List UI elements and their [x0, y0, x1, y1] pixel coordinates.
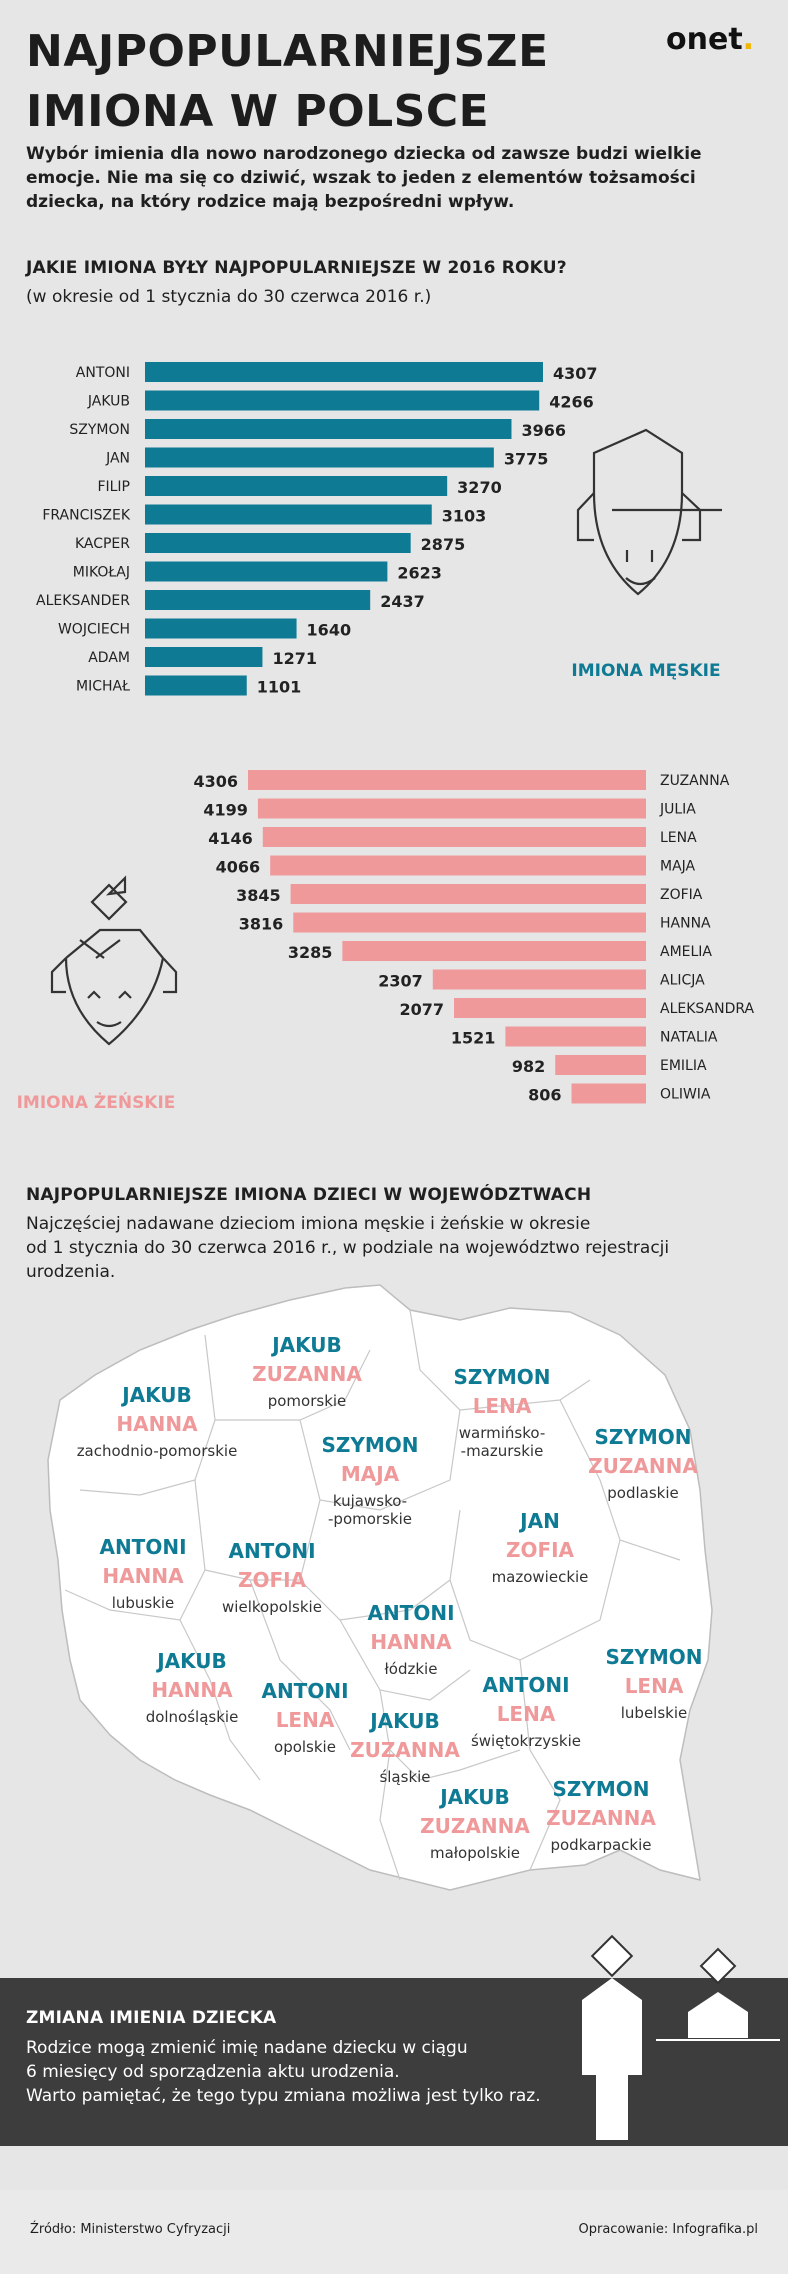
male-category-label: WOJCIECH [57, 621, 130, 638]
male-category-label: ANTONI [75, 365, 130, 381]
male-names-chart [0, 350, 788, 700]
female-value-label: 2307 [378, 971, 423, 991]
section2-desc-line1: Najczęściej nadawane dzieciom imiona męskie i żeńskie w okresie [26, 1214, 591, 1234]
female-names-chart [0, 762, 788, 1122]
title-line-2: IMIONA W POLSCE [26, 86, 490, 137]
female-category-label: ALICJA [660, 972, 705, 989]
male-value-label: 1271 [272, 649, 317, 668]
region-name: świętokrzyskie [470, 1732, 582, 1750]
male-value-label: 2623 [397, 563, 442, 583]
male-value-label: 1640 [306, 620, 352, 640]
male-bar [145, 647, 262, 667]
footer [0, 2190, 788, 2274]
female-category-label: OLIWIA [660, 1086, 711, 1103]
female-value-label: 4306 [193, 772, 238, 791]
male-category-label: ALEKSANDER [36, 593, 130, 609]
parent-child-icon [560, 1930, 788, 2150]
region-male-name: JAKUB [122, 1383, 192, 1407]
region-female-name: ZUZANNA [588, 1454, 698, 1478]
female-category-label: LENA [660, 830, 697, 846]
region-female-name: LENA [624, 1674, 684, 1698]
region-female-name: ZUZANNA [420, 1814, 530, 1838]
region-male-name: ANTONI [367, 1601, 455, 1625]
female-bar [572, 1084, 646, 1104]
region-name: opolskie [274, 1738, 336, 1756]
female-category-label: EMILIA [660, 1058, 707, 1074]
male-category-label: SZYMON [69, 422, 130, 438]
region-male-name: JAKUB [370, 1709, 440, 1733]
female-category-label: JULIA [660, 801, 696, 818]
region-female-name: LENA [496, 1702, 556, 1726]
region-name: pomorskie [267, 1392, 347, 1410]
region-male-name: JAKUB [440, 1785, 510, 1809]
male-category-label: MIKOŁAJ [72, 564, 130, 581]
region-female-name: HANNA [370, 1630, 452, 1654]
region-male-name: SZYMON [552, 1777, 650, 1801]
section3-line2: 6 miesięcy od sporządzenia aktu urodzenia. [26, 2062, 400, 2082]
region-name: małopolskie [429, 1844, 521, 1862]
region-female-name: ZOFIA [505, 1538, 575, 1562]
male-value-label: 3775 [503, 449, 549, 469]
region-male-name: ANTONI [482, 1673, 570, 1697]
male-category-label: FILIP [97, 479, 130, 495]
region-name: warmińsko- [458, 1424, 546, 1442]
region-name-line2: -pomorskie [328, 1510, 412, 1528]
section3-title: ZMIANA IMIENIA DZIECKA [26, 2008, 277, 2028]
region-name: podkarpackie [550, 1836, 652, 1854]
female-value-label: 806 [528, 1085, 562, 1105]
male-category-label: FRANCISZEK [42, 507, 130, 524]
region-male-name: JAKUB [157, 1649, 227, 1673]
intro-text: Wybór imienia dla nowo narodzonego dziecka od zawsze budzi wielkie emocje. Nie ma się co dziwić, wszak to jeden z elementów tożsamości dziecka, na który rodzice mają bezpośredni wpływ. [26, 144, 702, 212]
female-value-label: 1521 [450, 1028, 496, 1048]
female-value-label: 3285 [287, 943, 333, 962]
female-value-label: 4146 [208, 829, 253, 848]
region-male-name: JAKUB [272, 1333, 342, 1357]
region-female-name: HANNA [102, 1564, 184, 1588]
male-bar [145, 505, 432, 525]
region-female-name: HANNA [116, 1412, 198, 1436]
female-value-label: 2077 [399, 1000, 445, 1019]
section2-desc-line2: od 1 stycznia do 30 czerwca 2016 r., w podziale na województwo rejestracji [26, 1238, 670, 1258]
female-bar [270, 856, 646, 876]
male-value-label: 3966 [521, 421, 567, 440]
female-bar [342, 941, 646, 961]
poland-map [0, 1280, 788, 1970]
region-male-name: SZYMON [594, 1425, 692, 1449]
section3-line3: Warto pamiętać, że tego typu zmiana możliwa jest tylko raz. [26, 2086, 541, 2106]
region-name: śląskie [379, 1768, 431, 1786]
region-female-name: LENA [472, 1394, 532, 1418]
girl-icon [52, 878, 176, 1044]
male-bar [145, 419, 511, 439]
male-category-label: JAN [106, 450, 130, 467]
region-female-name: ZUZANNA [252, 1362, 362, 1386]
region-male-name: SZYMON [321, 1433, 419, 1457]
male-category-label: JAKUB [87, 393, 130, 410]
female-category-label: HANNA [660, 915, 711, 932]
female-value-label: 4199 [203, 800, 248, 820]
region-name: lubuskie [111, 1594, 175, 1612]
region-female-name: LENA [275, 1708, 335, 1732]
section2-desc [26, 1212, 669, 1284]
region-female-name: ZUZANNA [546, 1806, 656, 1830]
female-category-label: ZOFIA [660, 887, 703, 903]
male-value-label: 2437 [380, 592, 425, 611]
male-value-label: 4266 [549, 392, 594, 412]
female-bar [293, 913, 646, 933]
onet-logo[interactable]: onet. [666, 22, 755, 57]
female-value-label: 4066 [215, 857, 261, 877]
region-name: lubelskie [620, 1704, 688, 1722]
section2-title: NAJPOPULARNIEJSZE IMIONA DZIECI W WOJEWÓDZTWACH [26, 1185, 592, 1205]
region-female-name: HANNA [151, 1678, 233, 1702]
region-name: wielkopolskie [222, 1598, 322, 1616]
page-title [26, 22, 549, 142]
region-name: podlaskie [607, 1484, 679, 1502]
male-bar [145, 562, 387, 582]
male-value-label: 4307 [553, 364, 598, 383]
section2-desc-line3: urodzenia. [26, 1262, 116, 1282]
female-bar [258, 799, 646, 819]
male-bar [145, 619, 297, 639]
male-value-label: 3103 [441, 506, 487, 526]
region-name: dolnośląskie [145, 1708, 239, 1726]
male-value-label: 2875 [420, 535, 466, 554]
female-bar [454, 998, 646, 1018]
female-category-label: NATALIA [660, 1029, 718, 1046]
region-female-name: ZOFIA [237, 1568, 307, 1592]
region-name-line2: -mazurskie [460, 1442, 544, 1460]
region-name: kujawsko- [332, 1492, 408, 1510]
region-male-name: SZYMON [453, 1365, 551, 1389]
region-male-name: SZYMON [605, 1645, 703, 1669]
region-name: mazowieckie [491, 1568, 589, 1586]
section3-line1: Rodzice mogą zmienić imię nadane dziecku w ciągu [26, 2038, 468, 2058]
region-name: łódzkie [384, 1660, 438, 1678]
male-bar [145, 533, 411, 553]
region-male-name: ANTONI [261, 1679, 349, 1703]
male-bar [145, 590, 370, 610]
female-bar [505, 1027, 646, 1047]
female-category-label: MAJA [660, 858, 696, 875]
female-category-label: ZUZANNA [660, 773, 730, 789]
female-bar [263, 827, 646, 847]
section3-text [26, 2036, 541, 2108]
region-male-name: JAN [520, 1509, 560, 1533]
female-category-label: AMELIA [660, 944, 713, 960]
female-bar [248, 770, 646, 790]
male-bar [145, 362, 543, 382]
male-bar [145, 391, 539, 411]
male-category-label: MICHAŁ [76, 678, 130, 695]
credit-text: Opracowanie: Infografika.pl [578, 2222, 758, 2237]
male-category-label: KACPER [74, 536, 130, 552]
female-value-label: 3845 [236, 886, 281, 905]
female-chart-label: IMIONA ŻEŃSKIE [16, 1093, 176, 1113]
section1-title: JAKIE IMIONA BYŁY NAJPOPULARNIEJSZE W 2016 ROKU? [26, 258, 567, 278]
boy-icon [578, 430, 722, 594]
title-line-1: NAJPOPULARNIEJSZE [26, 26, 549, 77]
female-bar [555, 1055, 646, 1075]
male-bar [145, 476, 447, 496]
section1-subtitle: (w okresie od 1 stycznia do 30 czerwca 2016 r.) [26, 287, 432, 307]
female-bar [291, 884, 646, 904]
region-name: zachodnio-pomorskie [76, 1442, 238, 1460]
male-chart-label: IMIONA MĘSKIE [571, 661, 721, 681]
female-bar [433, 970, 646, 990]
region-female-name: ZUZANNA [350, 1738, 460, 1762]
male-bar [145, 676, 247, 696]
source-text: Źródło: Ministerstwo Cyfryzacji [30, 2222, 231, 2237]
female-value-label: 982 [511, 1057, 546, 1076]
male-value-label: 1101 [256, 677, 302, 697]
male-bar [145, 448, 494, 468]
female-value-label: 3816 [238, 914, 284, 934]
female-category-label: ALEKSANDRA [660, 1001, 755, 1017]
male-category-label: ADAM [88, 650, 130, 666]
region-male-name: ANTONI [228, 1539, 316, 1563]
region-female-name: MAJA [340, 1462, 400, 1486]
male-value-label: 3270 [457, 478, 502, 497]
region-male-name: ANTONI [99, 1535, 187, 1559]
